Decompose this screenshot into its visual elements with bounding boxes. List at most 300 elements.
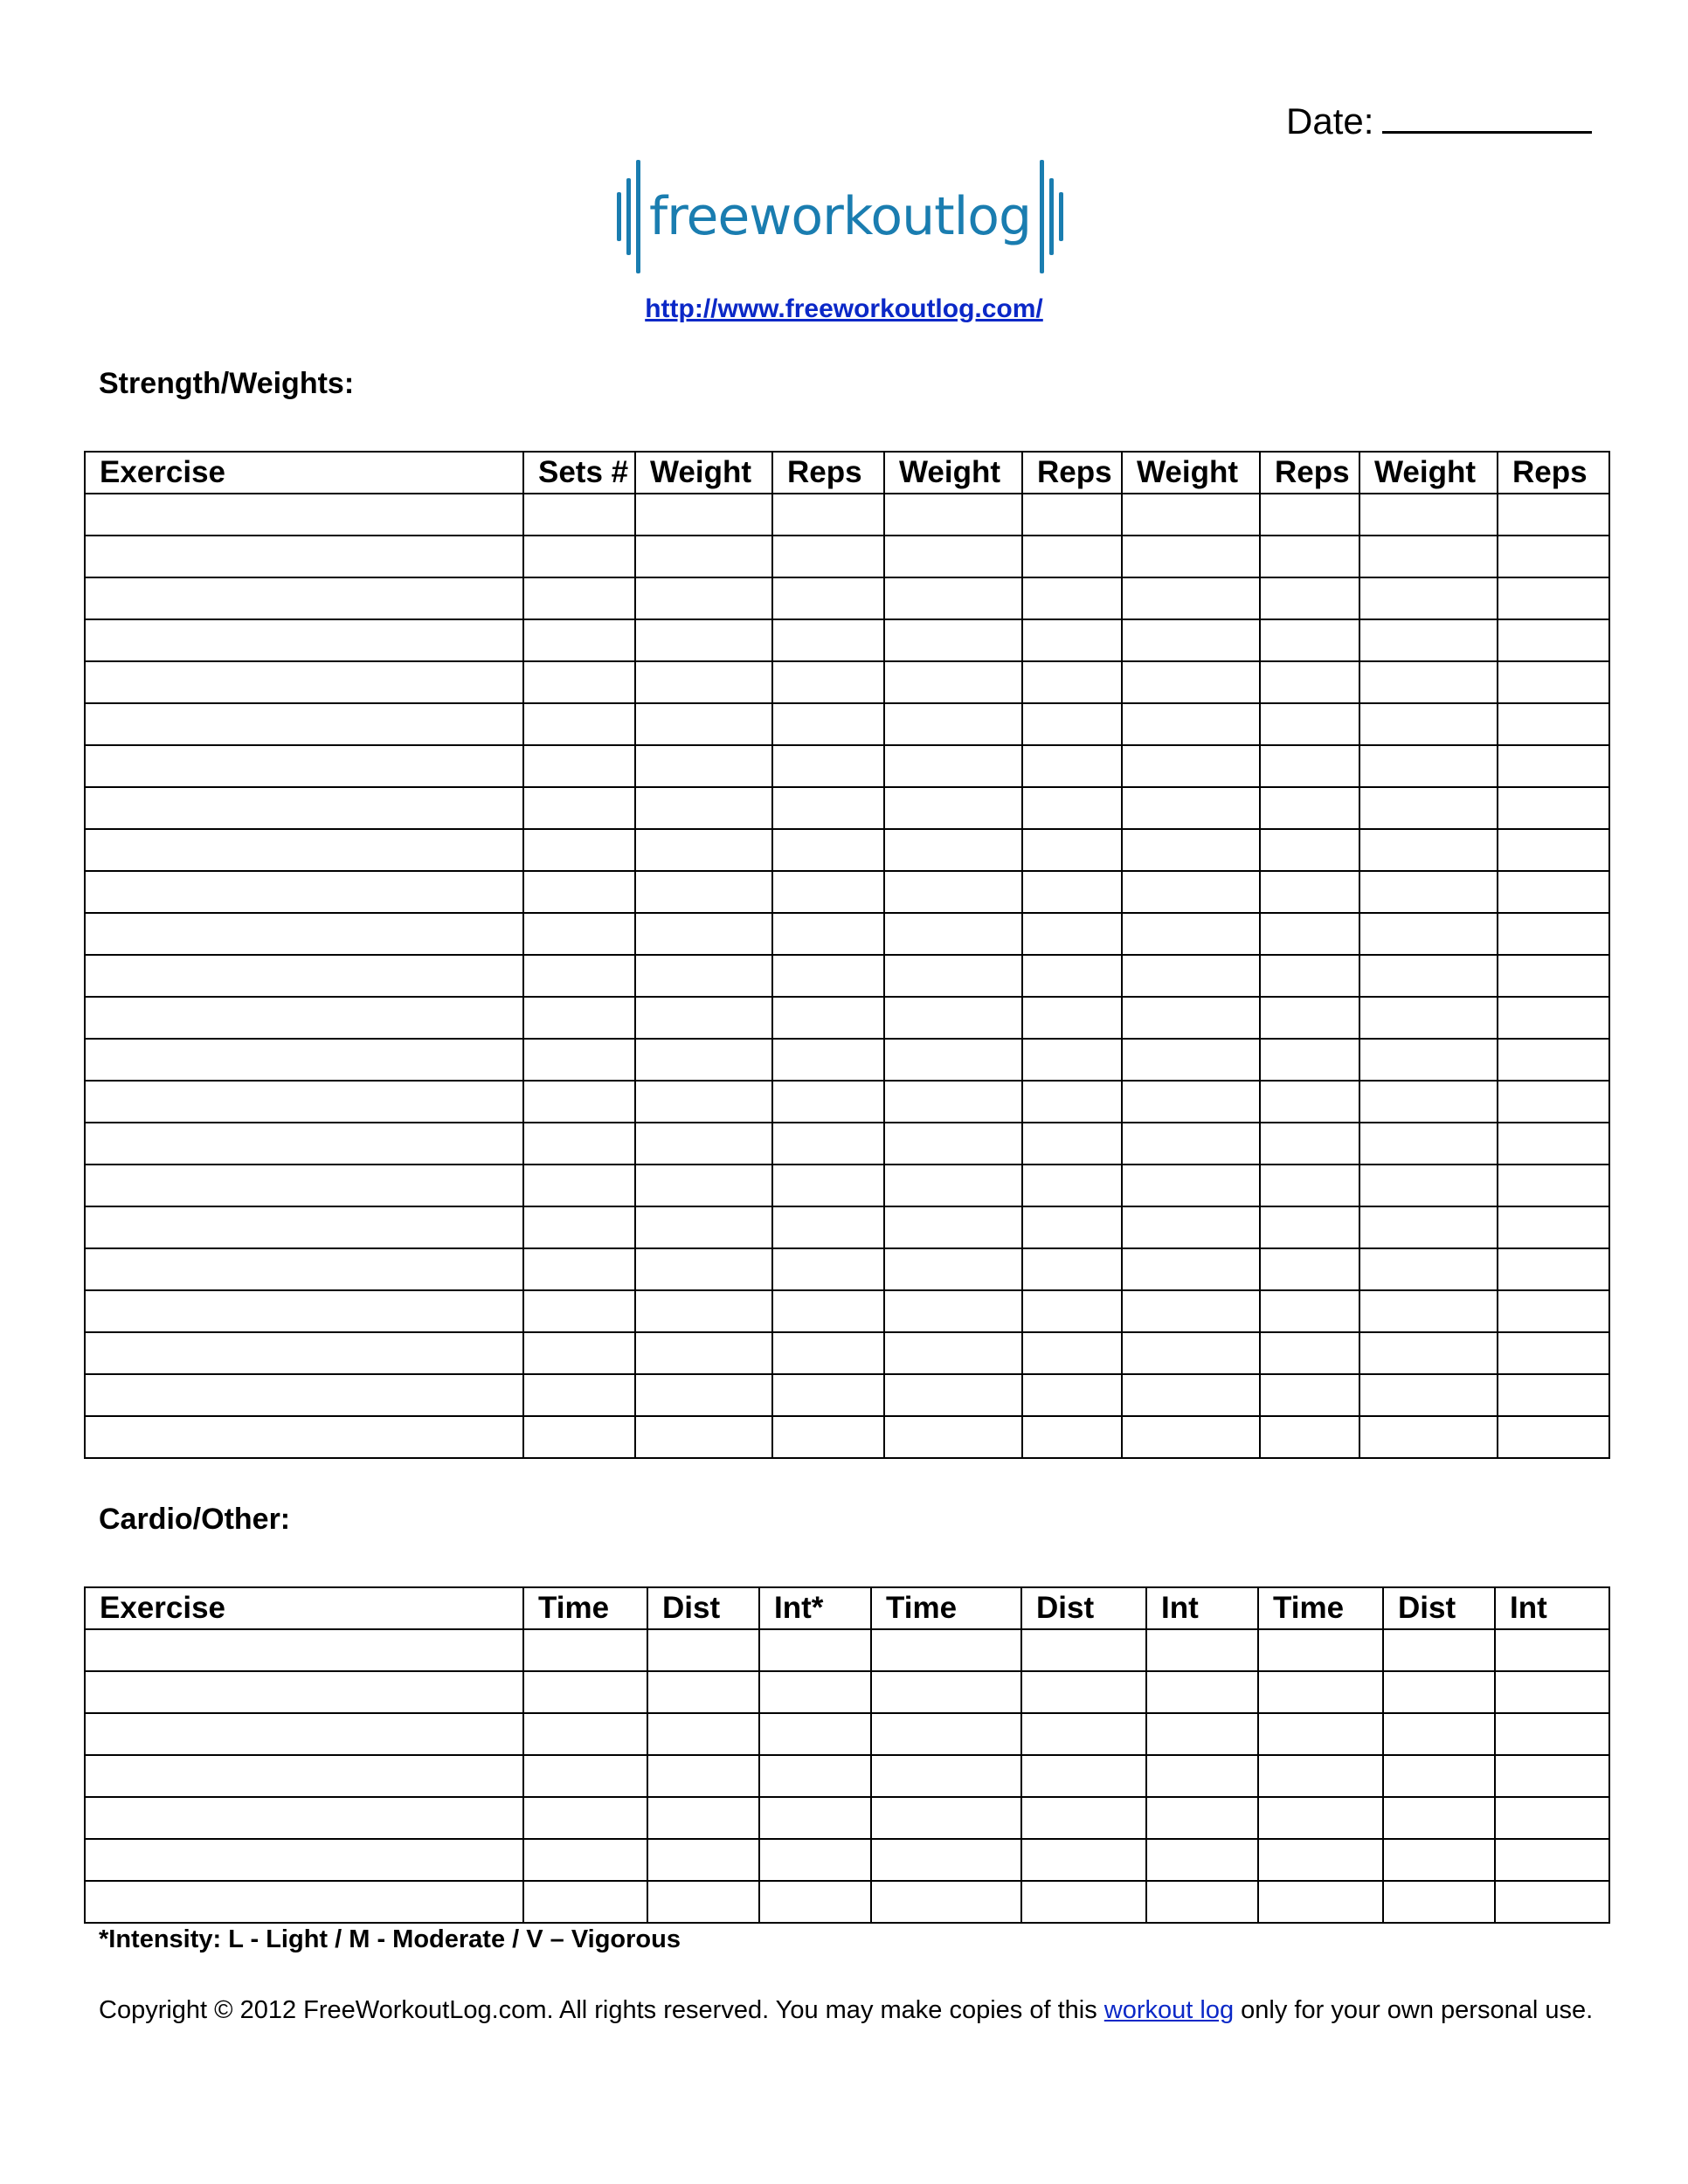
cardio-entry-cell[interactable] [523,1839,647,1881]
strength-entry-cell[interactable] [1359,1290,1498,1332]
cardio-entry-cell[interactable] [759,1713,871,1755]
strength-entry-cell[interactable] [85,1416,523,1458]
strength-entry-cell[interactable] [1260,1248,1359,1290]
strength-entry-cell[interactable] [635,913,772,955]
cardio-entry-cell[interactable] [1021,1797,1146,1839]
strength-entry-cell[interactable] [1122,1081,1260,1123]
strength-entry-cell[interactable] [523,494,635,536]
strength-entry-cell[interactable] [1122,955,1260,997]
strength-entry-cell[interactable] [1498,997,1609,1039]
cardio-entry-cell[interactable] [523,1629,647,1671]
strength-entry-cell[interactable] [635,871,772,913]
cardio-entry-cell[interactable] [647,1839,759,1881]
strength-entry-cell[interactable] [1022,536,1122,577]
strength-entry-cell[interactable] [85,536,523,577]
strength-entry-cell[interactable] [523,955,635,997]
strength-entry-cell[interactable] [85,661,523,703]
cardio-entry-cell[interactable] [647,1797,759,1839]
strength-entry-cell[interactable] [884,787,1022,829]
cardio-entry-cell[interactable] [1258,1671,1383,1713]
strength-entry-cell[interactable] [884,1290,1022,1332]
strength-entry-cell[interactable] [85,829,523,871]
strength-entry-cell[interactable] [635,829,772,871]
cardio-entry-cell[interactable] [871,1797,1021,1839]
cardio-entry-cell[interactable] [1495,1881,1609,1923]
cardio-entry-cell[interactable] [1383,1797,1495,1839]
strength-entry-cell[interactable] [1359,1165,1498,1206]
strength-entry-cell[interactable] [1359,536,1498,577]
strength-entry-cell[interactable] [85,871,523,913]
strength-entry-cell[interactable] [635,536,772,577]
strength-entry-cell[interactable] [772,1206,884,1248]
strength-entry-cell[interactable] [772,1374,884,1416]
strength-entry-cell[interactable] [1260,787,1359,829]
strength-entry-cell[interactable] [884,577,1022,619]
cardio-entry-cell[interactable] [1383,1839,1495,1881]
strength-entry-cell[interactable] [1498,829,1609,871]
strength-entry-cell[interactable] [1022,1248,1122,1290]
strength-entry-cell[interactable] [772,494,884,536]
strength-entry-cell[interactable] [85,1206,523,1248]
strength-entry-cell[interactable] [635,1039,772,1081]
strength-entry-cell[interactable] [1022,1374,1122,1416]
cardio-entry-cell[interactable] [647,1755,759,1797]
strength-entry-cell[interactable] [523,829,635,871]
strength-entry-cell[interactable] [1359,1248,1498,1290]
strength-entry-cell[interactable] [1260,536,1359,577]
strength-entry-cell[interactable] [1359,661,1498,703]
cardio-entry-cell[interactable] [523,1713,647,1755]
strength-entry-cell[interactable] [523,536,635,577]
cardio-entry-cell[interactable] [85,1755,523,1797]
strength-entry-cell[interactable] [1498,1039,1609,1081]
strength-entry-cell[interactable] [884,1332,1022,1374]
strength-entry-cell[interactable] [85,703,523,745]
strength-entry-cell[interactable] [523,1081,635,1123]
cardio-entry-cell[interactable] [1258,1839,1383,1881]
strength-entry-cell[interactable] [1122,536,1260,577]
strength-entry-cell[interactable] [523,661,635,703]
strength-entry-cell[interactable] [1260,1165,1359,1206]
strength-entry-cell[interactable] [1498,1081,1609,1123]
strength-entry-cell[interactable] [1359,1081,1498,1123]
strength-entry-cell[interactable] [1498,619,1609,661]
strength-entry-cell[interactable] [1498,871,1609,913]
strength-entry-cell[interactable] [1022,494,1122,536]
strength-entry-cell[interactable] [1022,1039,1122,1081]
strength-entry-cell[interactable] [884,1039,1022,1081]
strength-entry-cell[interactable] [1122,1374,1260,1416]
strength-entry-cell[interactable] [1122,1416,1260,1458]
strength-entry-cell[interactable] [1359,1332,1498,1374]
cardio-entry-cell[interactable] [871,1881,1021,1923]
cardio-entry-cell[interactable] [759,1755,871,1797]
cardio-entry-cell[interactable] [647,1671,759,1713]
strength-entry-cell[interactable] [1498,913,1609,955]
strength-entry-cell[interactable] [1498,1165,1609,1206]
cardio-entry-cell[interactable] [85,1797,523,1839]
strength-entry-cell[interactable] [523,1165,635,1206]
strength-entry-cell[interactable] [523,1374,635,1416]
strength-entry-cell[interactable] [1122,703,1260,745]
strength-entry-cell[interactable] [1122,1039,1260,1081]
strength-entry-cell[interactable] [772,1165,884,1206]
strength-entry-cell[interactable] [1359,577,1498,619]
cardio-entry-cell[interactable] [1146,1797,1258,1839]
strength-entry-cell[interactable] [884,745,1022,787]
strength-entry-cell[interactable] [1498,1416,1609,1458]
cardio-entry-cell[interactable] [1258,1755,1383,1797]
cardio-entry-cell[interactable] [1146,1629,1258,1671]
strength-entry-cell[interactable] [1122,661,1260,703]
cardio-entry-cell[interactable] [871,1629,1021,1671]
cardio-entry-cell[interactable] [759,1629,871,1671]
strength-entry-cell[interactable] [635,1290,772,1332]
strength-entry-cell[interactable] [1260,829,1359,871]
strength-entry-cell[interactable] [884,1123,1022,1165]
strength-entry-cell[interactable] [1498,577,1609,619]
strength-entry-cell[interactable] [772,745,884,787]
strength-entry-cell[interactable] [1498,1290,1609,1332]
cardio-entry-cell[interactable] [523,1671,647,1713]
strength-entry-cell[interactable] [1359,955,1498,997]
cardio-entry-cell[interactable] [759,1797,871,1839]
strength-entry-cell[interactable] [1122,494,1260,536]
strength-entry-cell[interactable] [635,619,772,661]
strength-entry-cell[interactable] [1498,494,1609,536]
strength-entry-cell[interactable] [1359,1416,1498,1458]
strength-entry-cell[interactable] [1022,997,1122,1039]
strength-entry-cell[interactable] [772,577,884,619]
strength-entry-cell[interactable] [884,619,1022,661]
strength-entry-cell[interactable] [1022,1332,1122,1374]
strength-entry-cell[interactable] [1122,1206,1260,1248]
strength-entry-cell[interactable] [85,619,523,661]
cardio-entry-cell[interactable] [1383,1713,1495,1755]
strength-entry-cell[interactable] [635,1248,772,1290]
strength-entry-cell[interactable] [772,661,884,703]
strength-entry-cell[interactable] [85,787,523,829]
strength-entry-cell[interactable] [1359,619,1498,661]
strength-entry-cell[interactable] [772,1248,884,1290]
strength-entry-cell[interactable] [772,703,884,745]
strength-entry-cell[interactable] [1022,661,1122,703]
strength-entry-cell[interactable] [772,619,884,661]
strength-entry-cell[interactable] [1498,703,1609,745]
strength-entry-cell[interactable] [523,1206,635,1248]
strength-entry-cell[interactable] [1122,871,1260,913]
strength-entry-cell[interactable] [1260,1039,1359,1081]
workout-log-link[interactable]: workout log [1103,1996,1235,2024]
strength-entry-cell[interactable] [635,1081,772,1123]
strength-entry-cell[interactable] [884,1206,1022,1248]
cardio-entry-cell[interactable] [85,1629,523,1671]
cardio-entry-cell[interactable] [871,1755,1021,1797]
cardio-entry-cell[interactable] [85,1881,523,1923]
strength-entry-cell[interactable] [85,1290,523,1332]
strength-entry-cell[interactable] [635,1332,772,1374]
strength-entry-cell[interactable] [1122,619,1260,661]
strength-entry-cell[interactable] [884,1416,1022,1458]
cardio-entry-cell[interactable] [1021,1671,1146,1713]
strength-entry-cell[interactable] [635,577,772,619]
cardio-entry-cell[interactable] [1021,1629,1146,1671]
strength-entry-cell[interactable] [85,955,523,997]
strength-entry-cell[interactable] [1359,1374,1498,1416]
strength-entry-cell[interactable] [1260,1332,1359,1374]
strength-entry-cell[interactable] [884,871,1022,913]
strength-entry-cell[interactable] [635,1165,772,1206]
strength-entry-cell[interactable] [1260,577,1359,619]
cardio-entry-cell[interactable] [1495,1839,1609,1881]
strength-entry-cell[interactable] [884,955,1022,997]
strength-entry-cell[interactable] [1359,494,1498,536]
strength-entry-cell[interactable] [523,1248,635,1290]
strength-entry-cell[interactable] [772,955,884,997]
strength-entry-cell[interactable] [1260,745,1359,787]
strength-entry-cell[interactable] [1359,1123,1498,1165]
strength-entry-cell[interactable] [1022,1416,1122,1458]
cardio-entry-cell[interactable] [523,1755,647,1797]
strength-entry-cell[interactable] [1022,955,1122,997]
strength-entry-cell[interactable] [1260,1290,1359,1332]
strength-entry-cell[interactable] [1122,913,1260,955]
cardio-entry-cell[interactable] [1495,1755,1609,1797]
strength-entry-cell[interactable] [884,997,1022,1039]
strength-entry-cell[interactable] [1022,1123,1122,1165]
cardio-entry-cell[interactable] [871,1671,1021,1713]
strength-entry-cell[interactable] [1260,619,1359,661]
strength-entry-cell[interactable] [884,494,1022,536]
strength-entry-cell[interactable] [635,1416,772,1458]
strength-entry-cell[interactable] [635,745,772,787]
strength-entry-cell[interactable] [1359,913,1498,955]
cardio-entry-cell[interactable] [1495,1671,1609,1713]
strength-entry-cell[interactable] [1022,577,1122,619]
date-blank-line[interactable] [1382,98,1592,134]
strength-entry-cell[interactable] [884,661,1022,703]
strength-entry-cell[interactable] [772,829,884,871]
cardio-entry-cell[interactable] [1146,1881,1258,1923]
strength-entry-cell[interactable] [884,913,1022,955]
strength-entry-cell[interactable] [1022,871,1122,913]
strength-entry-cell[interactable] [1122,1165,1260,1206]
strength-entry-cell[interactable] [1260,955,1359,997]
strength-entry-cell[interactable] [1260,1081,1359,1123]
cardio-entry-cell[interactable] [759,1839,871,1881]
strength-entry-cell[interactable] [523,913,635,955]
strength-entry-cell[interactable] [1359,829,1498,871]
cardio-entry-cell[interactable] [1495,1629,1609,1671]
strength-entry-cell[interactable] [85,577,523,619]
strength-entry-cell[interactable] [772,536,884,577]
strength-entry-cell[interactable] [884,1248,1022,1290]
strength-entry-cell[interactable] [772,1332,884,1374]
strength-entry-cell[interactable] [85,1165,523,1206]
strength-entry-cell[interactable] [1359,1206,1498,1248]
cardio-entry-cell[interactable] [871,1839,1021,1881]
strength-entry-cell[interactable] [1022,1165,1122,1206]
strength-entry-cell[interactable] [1260,494,1359,536]
cardio-entry-cell[interactable] [1383,1881,1495,1923]
cardio-entry-cell[interactable] [1258,1797,1383,1839]
strength-entry-cell[interactable] [635,703,772,745]
strength-entry-cell[interactable] [1359,787,1498,829]
strength-entry-cell[interactable] [1122,1248,1260,1290]
strength-entry-cell[interactable] [635,787,772,829]
strength-entry-cell[interactable] [1260,1206,1359,1248]
strength-entry-cell[interactable] [523,997,635,1039]
cardio-entry-cell[interactable] [1258,1881,1383,1923]
strength-entry-cell[interactable] [635,1206,772,1248]
strength-entry-cell[interactable] [1260,997,1359,1039]
cardio-entry-cell[interactable] [1495,1797,1609,1839]
cardio-entry-cell[interactable] [523,1881,647,1923]
strength-entry-cell[interactable] [85,997,523,1039]
strength-entry-cell[interactable] [772,997,884,1039]
strength-entry-cell[interactable] [1122,745,1260,787]
strength-entry-cell[interactable] [523,1416,635,1458]
strength-entry-cell[interactable] [884,1374,1022,1416]
strength-entry-cell[interactable] [1122,1290,1260,1332]
cardio-entry-cell[interactable] [1146,1839,1258,1881]
strength-entry-cell[interactable] [1022,1081,1122,1123]
strength-entry-cell[interactable] [1260,871,1359,913]
strength-entry-cell[interactable] [1498,1248,1609,1290]
cardio-entry-cell[interactable] [1495,1713,1609,1755]
strength-entry-cell[interactable] [1359,871,1498,913]
cardio-entry-cell[interactable] [647,1629,759,1671]
strength-entry-cell[interactable] [884,829,1022,871]
website-link[interactable]: http://www.freeworkoutlog.com/ [645,294,1043,323]
strength-entry-cell[interactable] [1122,1123,1260,1165]
cardio-entry-cell[interactable] [1021,1755,1146,1797]
cardio-entry-cell[interactable] [523,1797,647,1839]
strength-entry-cell[interactable] [884,1165,1022,1206]
strength-entry-cell[interactable] [1359,997,1498,1039]
strength-entry-cell[interactable] [1122,997,1260,1039]
cardio-entry-cell[interactable] [647,1713,759,1755]
strength-entry-cell[interactable] [1022,619,1122,661]
strength-entry-cell[interactable] [635,955,772,997]
strength-entry-cell[interactable] [1498,787,1609,829]
strength-entry-cell[interactable] [772,1039,884,1081]
strength-entry-cell[interactable] [1260,661,1359,703]
strength-entry-cell[interactable] [772,1123,884,1165]
strength-entry-cell[interactable] [523,1039,635,1081]
strength-entry-cell[interactable] [1122,787,1260,829]
cardio-entry-cell[interactable] [85,1839,523,1881]
strength-entry-cell[interactable] [523,745,635,787]
cardio-entry-cell[interactable] [759,1671,871,1713]
strength-entry-cell[interactable] [1498,536,1609,577]
strength-entry-cell[interactable] [1122,1332,1260,1374]
strength-entry-cell[interactable] [85,494,523,536]
strength-entry-cell[interactable] [1498,661,1609,703]
cardio-entry-cell[interactable] [871,1713,1021,1755]
strength-entry-cell[interactable] [1122,577,1260,619]
strength-entry-cell[interactable] [1022,913,1122,955]
cardio-entry-cell[interactable] [1383,1671,1495,1713]
strength-entry-cell[interactable] [1022,745,1122,787]
strength-entry-cell[interactable] [1359,745,1498,787]
cardio-entry-cell[interactable] [85,1713,523,1755]
strength-entry-cell[interactable] [523,1332,635,1374]
cardio-entry-cell[interactable] [85,1671,523,1713]
strength-entry-cell[interactable] [1022,1206,1122,1248]
strength-entry-cell[interactable] [85,745,523,787]
strength-entry-cell[interactable] [1498,745,1609,787]
strength-entry-cell[interactable] [85,1374,523,1416]
cardio-entry-cell[interactable] [1258,1713,1383,1755]
cardio-entry-cell[interactable] [1146,1755,1258,1797]
strength-entry-cell[interactable] [772,913,884,955]
cardio-entry-cell[interactable] [1258,1629,1383,1671]
strength-entry-cell[interactable] [85,1332,523,1374]
strength-entry-cell[interactable] [523,619,635,661]
cardio-entry-cell[interactable] [647,1881,759,1923]
cardio-entry-cell[interactable] [1383,1629,1495,1671]
strength-entry-cell[interactable] [1498,955,1609,997]
strength-entry-cell[interactable] [884,536,1022,577]
strength-entry-cell[interactable] [85,1248,523,1290]
strength-entry-cell[interactable] [523,1123,635,1165]
strength-entry-cell[interactable] [1260,703,1359,745]
strength-entry-cell[interactable] [523,871,635,913]
strength-entry-cell[interactable] [635,494,772,536]
cardio-entry-cell[interactable] [1021,1713,1146,1755]
strength-entry-cell[interactable] [1260,1416,1359,1458]
strength-entry-cell[interactable] [1498,1332,1609,1374]
strength-entry-cell[interactable] [1260,1374,1359,1416]
strength-entry-cell[interactable] [85,1039,523,1081]
strength-entry-cell[interactable] [523,1290,635,1332]
strength-entry-cell[interactable] [635,1123,772,1165]
strength-entry-cell[interactable] [523,577,635,619]
strength-entry-cell[interactable] [1498,1374,1609,1416]
strength-entry-cell[interactable] [635,661,772,703]
strength-entry-cell[interactable] [884,703,1022,745]
strength-entry-cell[interactable] [1022,703,1122,745]
strength-entry-cell[interactable] [1260,1123,1359,1165]
strength-entry-cell[interactable] [772,787,884,829]
strength-entry-cell[interactable] [635,1374,772,1416]
strength-entry-cell[interactable] [1498,1206,1609,1248]
strength-entry-cell[interactable] [1498,1123,1609,1165]
strength-entry-cell[interactable] [1359,1039,1498,1081]
strength-entry-cell[interactable] [884,1081,1022,1123]
strength-entry-cell[interactable] [523,703,635,745]
strength-entry-cell[interactable] [85,913,523,955]
strength-entry-cell[interactable] [772,871,884,913]
strength-entry-cell[interactable] [1022,829,1122,871]
strength-entry-cell[interactable] [1122,829,1260,871]
cardio-entry-cell[interactable] [759,1881,871,1923]
strength-entry-cell[interactable] [772,1290,884,1332]
strength-entry-cell[interactable] [1022,1290,1122,1332]
strength-entry-cell[interactable] [85,1123,523,1165]
cardio-entry-cell[interactable] [1146,1671,1258,1713]
strength-entry-cell[interactable] [772,1416,884,1458]
cardio-entry-cell[interactable] [1146,1713,1258,1755]
strength-entry-cell[interactable] [1359,703,1498,745]
cardio-entry-cell[interactable] [1021,1839,1146,1881]
cardio-entry-cell[interactable] [1021,1881,1146,1923]
strength-entry-cell[interactable] [772,1081,884,1123]
cardio-entry-cell[interactable] [1383,1755,1495,1797]
strength-entry-cell[interactable] [85,1081,523,1123]
strength-entry-cell[interactable] [523,787,635,829]
